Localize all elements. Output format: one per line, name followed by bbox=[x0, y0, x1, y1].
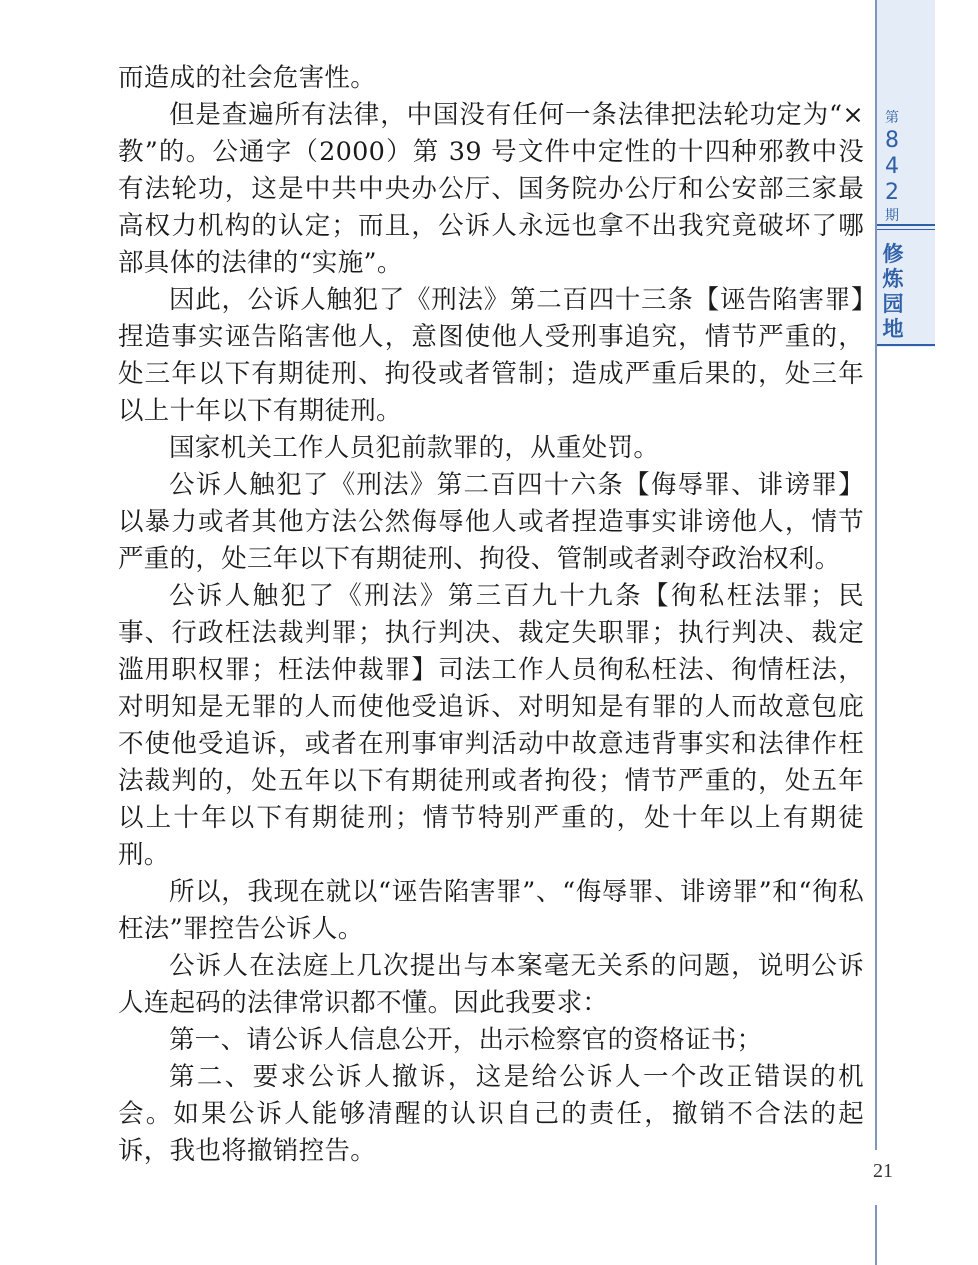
article-body bbox=[118, 60, 864, 1170]
section-char: 地 bbox=[882, 317, 904, 341]
paragraph: 第一、请公诉人信息公开，出示检察官的资格证书； bbox=[169, 1025, 763, 1055]
paragraph: 公诉人触犯了《刑法》第三百九十九条【徇私枉法罪；民事、行政枉法裁判罪；执行判决、裁定失职罪；执行判决、裁定滥用职权罪；枉法仲裁罪】司法工作人员徇私枉法、徇情枉法，对明知是无罪的人而使他受追诉、对明知是有罪的人而故意包庇不使他受追诉，或者在刑事审判活动中故意违背事实和法律作枉法裁判的，处五年以下有期徒刑或者拘役；情节严重的，处五年以上十年以下有期徒刑；情节特别严重的，处十年以上有期徒刑。 bbox=[118, 581, 864, 870]
issue-digit: 2 bbox=[885, 180, 899, 205]
paragraph: 公诉人触犯了《刑法》第二百四十六条【侮辱罪、诽谤罪】以暴力或者其他方法公然侮辱他人或者捏造事实诽谤他人，情节严重的，处三年以下有期徒刑、拘役、管制或者剥夺政治权利。 bbox=[118, 470, 864, 574]
paragraph: 因此，公诉人触犯了《刑法》第二百四十三条【诬告陷害罪】捏造事实诬告陷害他人，意图使他人受刑事追究，情节严重的，处三年以下有期徒刑、拘役或者管制；造成严重后果的，处三年以上十年以下有期徒刑。 bbox=[118, 285, 864, 426]
paragraph: 而造成的社会危害性。 bbox=[118, 63, 377, 93]
section-char: 园 bbox=[882, 292, 904, 316]
issue-digit: 8 bbox=[885, 128, 899, 153]
paragraph: 公诉人在法庭上几次提出与本案毫无关系的问题，说明公诉人连起码的法律常识都不懂。因此我要求： bbox=[118, 951, 864, 1018]
issue-suffix: 期 bbox=[885, 208, 899, 224]
issue-label bbox=[877, 108, 907, 226]
sidebar-divider bbox=[877, 344, 935, 346]
sidebar-divider bbox=[877, 224, 935, 226]
section-title bbox=[877, 242, 909, 342]
paragraph: 国家机关工作人员犯前款罪的，从重处罚。 bbox=[169, 433, 660, 463]
paragraph: 所以，我现在就以“诬告陷害罪”、“侮辱罪、诽谤罪”和“徇私枉法”罪控告公诉人。 bbox=[118, 877, 864, 944]
page-number: 21 bbox=[873, 1160, 893, 1182]
issue-prefix: 第 bbox=[885, 110, 899, 126]
sidebar-divider bbox=[877, 229, 935, 230]
section-char: 炼 bbox=[882, 267, 904, 291]
paragraph: 第二、要求公诉人撤诉，这是给公诉人一个改正错误的机会。如果公诉人能够清醒的认识自己的责任，撤销不合法的起诉，我也将撤销控告。 bbox=[118, 1062, 864, 1166]
paragraph: 但是查遍所有法律，中国没有任何一条法律把法轮功定为“× 教”的。公通字（2000）第 39 号文件中定性的十四种邪教中没有法轮功，这是中共中央办公厅、国务院办公厅和公安部三家最高权力机构的认定；而且，公诉人永远也拿不出我究竟破坏了哪部具体的法律的“实施”。 bbox=[118, 100, 864, 278]
sidebar-rule-bottom bbox=[875, 1205, 877, 1265]
issue-digit: 4 bbox=[885, 154, 899, 179]
section-char: 修 bbox=[882, 242, 904, 266]
